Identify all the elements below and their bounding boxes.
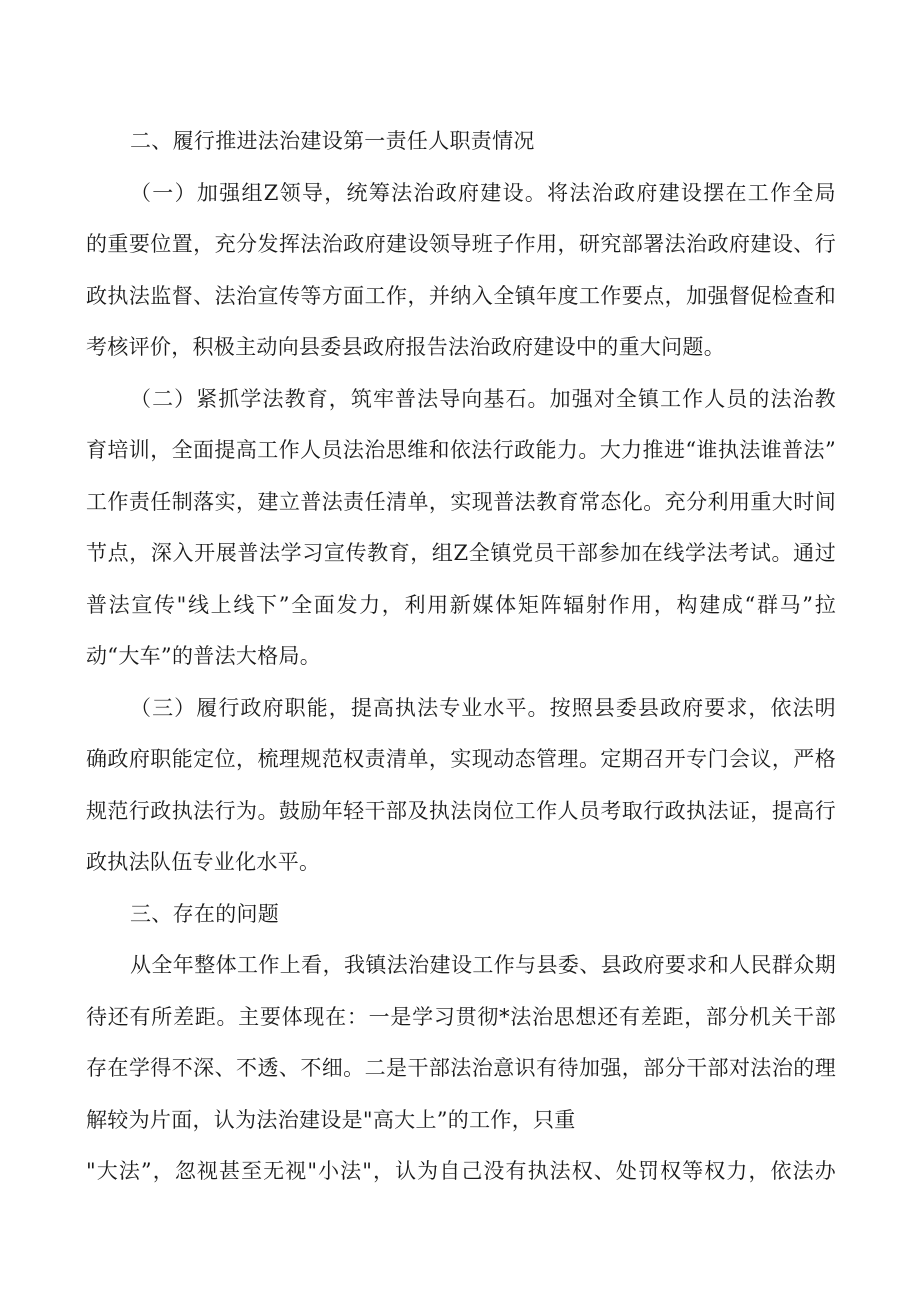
paragraph-2-line-1: （二）紧抓学法教育，筑牢普法导向基石。加强对全镇工作人员的法治教 bbox=[130, 387, 836, 411]
paragraph-2-line-5: 普法宣传"线上线下”全面发力，利用新媒体矩阵辐射作用，构建成“群马”拉 bbox=[86, 593, 836, 617]
paragraph-1-line-3: 政执法监督、法治宣传等方面工作，并纳入全镇年度工作要点，加强督促检查和 bbox=[86, 284, 836, 308]
section-heading-2: 二、履行推进法治建设第一责任人职责情况 bbox=[130, 129, 535, 153]
paragraph-1-line-2: 的重要位置，充分发挥法治政府建设领导班子作用，研究部署法治政府建设、行 bbox=[86, 232, 836, 256]
paragraph-3-line-1: （三）履行政府职能，提高执法专业水平。按照县委县政府要求，依法明 bbox=[130, 696, 836, 720]
paragraph-4-line-1: 从全年整体工作上看，我镇法治建设工作与县委、县政府要求和人民群众期 bbox=[130, 953, 836, 977]
paragraph-4-line-3: 存在学得不深、不透、不细。二是干部法治意识有待加强，部分干部对法治的理 bbox=[86, 1056, 836, 1080]
paragraph-3-line-3: 规范行政执法行为。鼓励年轻干部及执法岗位工作人员考取行政执法证，提高行 bbox=[86, 799, 836, 823]
paragraph-3-line-4: 政执法队伍专业化水平。 bbox=[86, 850, 321, 874]
paragraph-5-line-1: "大法”，忽视甚至无视"小法"，认为自己没有执法权、处罚权等权力，依法办 bbox=[86, 1159, 836, 1183]
paragraph-1-line-4: 考核评价，积极主动向县委县政府报告法治政府建设中的重大问题。 bbox=[86, 335, 725, 359]
paragraph-4-line-2: 待还有所差距。主要体现在：一是学习贯彻*法治思想还有差距，部分机关干部 bbox=[86, 1005, 836, 1029]
paragraph-2-line-4: 节点，深入开展普法学习宣传教育，组Z全镇党员干部参加在线学法考试。通过 bbox=[86, 541, 836, 565]
paragraph-1-line-1: （一）加强组Z领导，统筹法治政府建设。将法治政府建设摆在工作全局 bbox=[130, 181, 836, 205]
paragraph-2-line-3: 工作责任制落实，建立普法责任清单，实现普法教育常态化。充分利用重大时间 bbox=[86, 490, 836, 514]
paragraph-2-line-2: 育培训，全面提高工作人员法治思维和依法行政能力。大力推进“谁执法谁普法” bbox=[86, 438, 836, 462]
section-heading-3: 三、存在的问题 bbox=[130, 902, 280, 926]
paragraph-3-line-2: 确政府职能定位，梳理规范权责清单，实现动态管理。定期召开专门会议，严格 bbox=[86, 747, 836, 771]
paragraph-2-line-6: 动“大车”的普法大格局。 bbox=[86, 644, 322, 668]
paragraph-4-line-4: 解较为片面，认为法治建设是"高大上”的工作，只重 bbox=[86, 1108, 576, 1132]
